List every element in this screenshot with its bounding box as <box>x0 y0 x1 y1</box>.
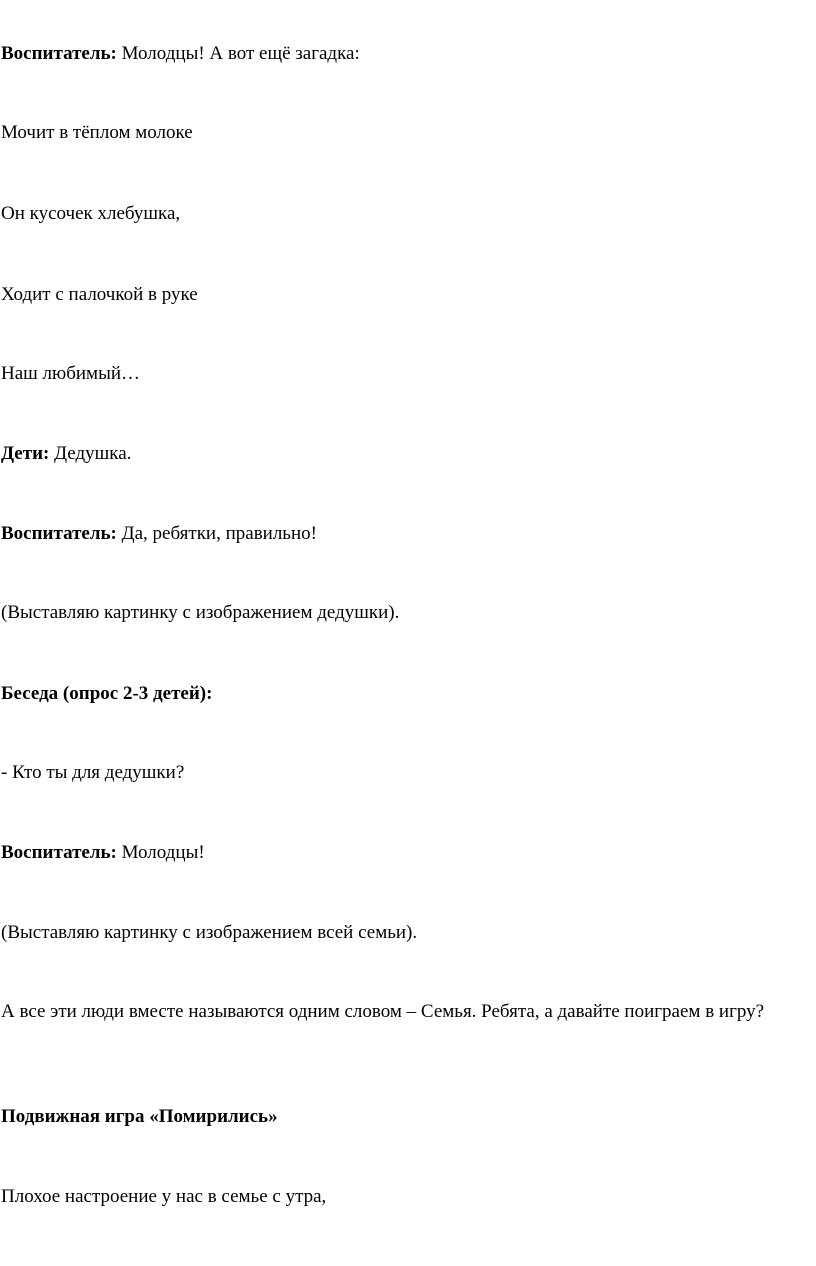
paragraph-text: А все эти люди вместе называются одним словом – Семья. Ребята, а давайте поиграем в игру? <box>1 1001 765 1022</box>
paragraph-text: Наш любимый… <box>1 363 141 384</box>
paragraph-text: Дедушка. <box>49 443 132 464</box>
riddle-line-2 <box>1 202 801 226</box>
riddle-line-4 <box>1 362 801 386</box>
section-heading-game <box>1 1105 801 1129</box>
paragraph-family-word <box>1 1000 801 1024</box>
riddle-line-3 <box>1 283 801 307</box>
paragraph-teacher-praise <box>1 841 801 865</box>
paragraph-game-rhyme <box>1 1185 801 1209</box>
speaker-label: Воспитатель: <box>1 842 117 863</box>
paragraph-stage-direction-family <box>1 921 801 945</box>
speaker-label: Воспитатель: <box>1 43 117 64</box>
paragraph-text: - Кто ты для дедушки? <box>1 762 185 783</box>
paragraph-question <box>1 761 801 785</box>
paragraph-text: Мочит в тёплом молоке <box>1 122 193 143</box>
paragraph-text: Молодцы! А вот ещё загадка: <box>116 43 360 64</box>
heading-text: Беседа (опрос 2-3 детей): <box>1 683 213 704</box>
paragraph-text: Молодцы! <box>116 842 205 863</box>
paragraph-teacher-correct <box>1 522 801 546</box>
riddle-line-1 <box>1 121 801 145</box>
section-heading-conversation <box>1 682 801 706</box>
paragraph-text: Он кусочек хлебушка, <box>1 203 181 224</box>
paragraph-text: (Выставляю картинку с изображением дедушки). <box>1 602 400 623</box>
paragraph-text: Плохое настроение у нас в семье с утра, <box>1 1186 327 1207</box>
speaker-label: Дети: <box>1 443 50 464</box>
paragraph-stage-direction-grandpa <box>1 601 801 625</box>
paragraph-teacher-riddle <box>1 42 801 66</box>
paragraph-text: Да, ребятки, правильно! <box>116 523 317 544</box>
paragraph-text: Ходит с палочкой в руке <box>1 284 198 305</box>
speaker-label: Воспитатель: <box>1 523 117 544</box>
paragraph-text: (Выставляю картинку с изображением всей семьи). <box>1 922 418 943</box>
heading-text: Подвижная игра «Помирились» <box>1 1106 278 1127</box>
paragraph-children-answer <box>1 442 801 466</box>
